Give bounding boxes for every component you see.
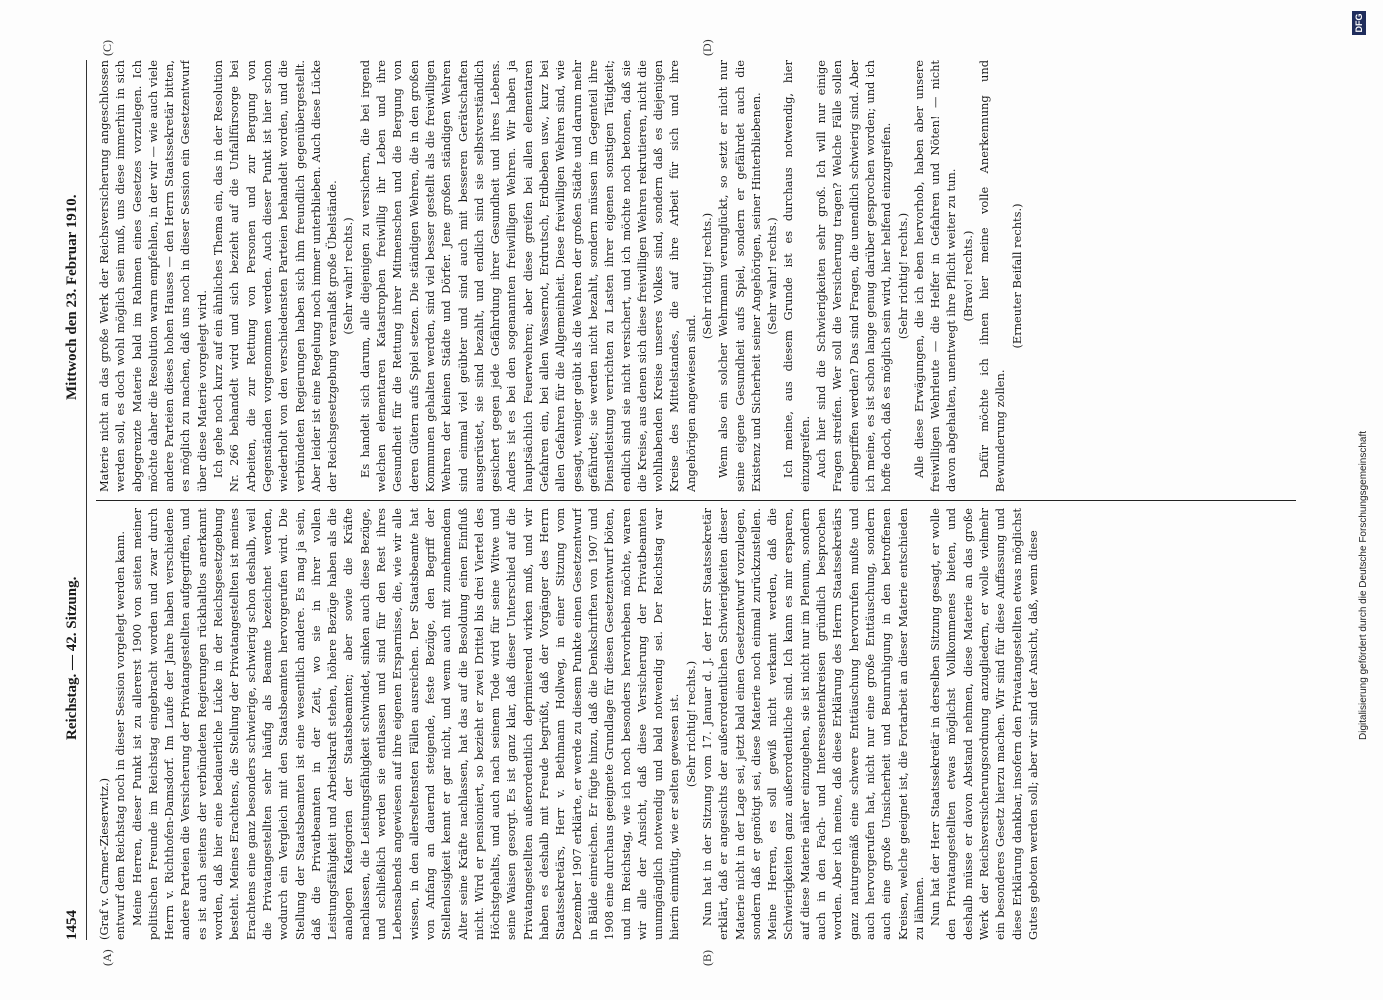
interjection: (Erneuter Beifall rechts.)	[1009, 203, 1024, 349]
paragraph: entwurf dem Reichstag noch in dieser Session vorgelegt werden kann.	[113, 531, 128, 940]
paragraph: Materie nicht an das große Werk der Reichsversicherung angeschlossen werden soll, es doch wohl möglich sein muß, uns diese immerhin in sich abgegrenzte Materie bald im Rahmen eines Gesetzes vorzulegen. Ich möchte daher die Resolution warm empfehlen, in der wir — wie auch viele andere Parteien dieses hohen Hauses — den Herrn Staatssekretär bitten, es möglich zu machen, daß uns noch in dieser Session ein Gesetzentwurf über diese Materie vorgelegt wird.	[97, 60, 209, 492]
section-marker-d: (D)	[700, 39, 714, 56]
paragraph: Es handelt sich darum, alle diejenigen zu versichern, die bei irgend welchen elementaren Katastrophen freiwillig ihr Leben und ihre Gesundheit für die Rettung ihrer Mitmenschen und die Bergung von deren Gütern aufs Spiel setzen. Die ständigen Wehren, die in den großen Kommunen gehalten werden, sind viel besser gestellt als die freiwilligen Wehren der kleinen Städte und Dörfer. Jene großen ständigen Wehren sind einmal viel geübter und sind auch mit besseren Gerätschaften ausgerüstet, sie sind bezahlt, und endlich sind sie selbstverständlich gesichert gegen jede Gefährdung ihrer Gesundheit und ihres Lebens. Anders ist es bei den sogenannten freiwilligen Wehren. Wir haben ja hauptsächlich Feuerwehren; aber diese greifen bei allen elementaren Gefahren ein, bei allen Wassernot, Erdrutsch, Erdbeben usw., kurz bei allen Gefahren für die Allgemeinheit. Diese freiwilligen Wehren sind, wie gesagt, weniger geübt als die Wehren der großen Städte und darum mehr gefährdet; sie werden nicht bezahlt, sondern müssen im Gegenteil ihre Dienstleistung verrichten zu Lasten ihrer eigenen sonstigen Tätigkeit; endlich sind sie nicht versichert, und ich möchte noch betonen, daß sie die Kreise, aus denen sich diese freiwilligen Wehren rekrutieren, nicht die wohlhabenden Kreise unseres Volkes sind, sondern daß es diejenigen Kreise des Mittelstandes, die auf ihre Arbeit für sich und ihre Angehörigen angewiesen sind.	[357, 60, 698, 492]
interjection: (Sehr richtig! rechts.)	[699, 212, 714, 340]
paragraph: Meine Herren, dieser Punkt ist zu allererst 1900 von seiten meiner politischen Freunde im Reichstag eingebracht worden und zwar durch Herrn v. Richthofen-Damsdorf. Im Laufe der Jahre haben verschiedene andere Parteien die Versicherung der Privatangestellten aufgegriffen, und es ist auch seitens der verbündeten Regierungen rückhaltlos anerkannt worden, daß hier eine bedauerliche Lücke in der Reichsgesetzgebung besteht. Meines Erachtens, die Stellung der Privatangestellten ist meines Erachtens eine ganz besonders schwierige, schwierig schon deshalb, weil die Privatangestellten sehr häufig als Beamte bezeichnet werden, wodurch ein Vergleich mit den Staatsbeamten hervorgerufen wird. Die Stellung der Staatsbeamten ist eine wesentlich andere. Es mag ja sein, daß die Privatbeamten in der Zeit, wo sie in ihrer vollen Leistungsfähigkeit und Arbeitskraft stehen, höhere Bezüge haben als die analogen Kategorien der Staatsbeamten; aber sowie die Kräfte nachlassen, die Leistungsfähigkeit schwindet, sinken auch diese Bezüge, und schließlich werden sie entlassen und sind für den Rest ihres Lebensabends angewiesen auf ihre eigenen Ersparnisse, die, wie wir alle wissen, in den allerseltensten Fällen ausreichen. Der Staatsbeamte hat von Anfang an dauernd steigende, feste Bezüge, den Begriff der Stellenlosigkeit kennt er gar nicht, und wenn auch mit zunehmendem Alter seine Kräfte nachlassen, hat das auf die Besoldung einen Einfluß nicht. Wird er pensioniert, so bezieht er zwei Drittel bis drei Viertel des Höchstgehalts, und auch nach seinem Tode wird für seine Witwe und seine Waisen gesorgt. Es ist ganz klar, daß dieser Unterschied auf die Privatangestellten außerordentlich deprimierend wirken muß, und wir haben es deshalb mit Freude begrüßt, daß der Vorgänger des Herrn Staatssekretärs, Herr v. Bethmann Hollweg, in einer Sitzung vom Dezember 1907 erklärte, er werde zu diesem Punkte einen Gesetzentwurf in Bälde einreichen. Er fügte hinzu, daß die Denkschriften von 1907 und 1908 eine durchaus geeignete Grundlage für diesen Gesetzentwurf böten, und im Reichstag, wie ich noch besonders hervorheben möchte, waren wir alle der Ansicht, daß diese Versicherung der Privatbeamten unumgänglich notwendig und bald notwendig sei. Der Reichstag war hierin einmütig, wie er selten gewesen ist.	[129, 508, 682, 940]
interjection: (Bravo! rechts.)	[960, 230, 975, 322]
paragraph: Auch hier sind die Schwierigkeiten sehr groß. Ich will nur einige Fragen streifen. Wer soll die Versicherung tragen? Welche Fälle sollen einbegriffen werden? Das sind Fragen, die unendlich schwierig sind. Aber ich meine, es ist schon lange genug darüber gesprochen worden; und ich hoffe doch, daß es möglich sein wird, hier helfend einzugreifen.	[814, 60, 894, 492]
interjection: (Sehr wahr! rechts.)	[341, 217, 356, 335]
dfg-logo: DFG	[1352, 11, 1366, 35]
left-column	[96, 508, 1306, 940]
interjection: (Sehr richtig! rechts.)	[683, 660, 698, 788]
digitization-credit: Digitalisierung gefördert durch die Deutsche Forschungsgemeinschaft	[1358, 430, 1369, 740]
section-marker-b: (B)	[700, 950, 714, 966]
column-divider	[96, 500, 1296, 501]
left-running-title: Reichstag. — 42. Sitzung.	[64, 576, 80, 740]
paragraph: (Graf v. Carmer-Zieserwitz.)	[97, 777, 111, 940]
section-marker-c: (C)	[100, 40, 114, 56]
interjection: (Sehr richtig! rechts.)	[895, 212, 910, 340]
paragraph: Alle diese Erwägungen, die ich eben hervorhob, haben aber unsere freiwilligen Wehrleute — die Helfer in Gefahren und Nöten! — nicht davon abgehalten, unentwegt ihre Pflicht weiter zu tun.	[911, 60, 959, 492]
paragraph: Dafür möchte ich ihnen hier meine volle Anerkennung und Bewunderung zollen.	[977, 60, 1008, 492]
paragraph: Wenn also ein solcher Wehrmann verunglückt, so setzt er nicht nur seine eigene Gesundheit aufs Spiel, sondern er gefährdet auch die Existenz und Sicherheit seiner Angehörigen, seiner Hinterbliebenen.	[716, 60, 763, 492]
paragraph: Nun hat der Herr Staatssekretär in derselben Sitzung gesagt, er wolle den Privatangestellten etwas möglichst Vollkommenes bieten, und deshalb müsse er davon Abstand nehmen, diese Materie an das große Werk der Reichsversicherungsordnung anzugliedern, er wolle vielmehr ein besonderes Gesetz hierzu machen. Wir sind für diese Auffassung und diese Erklärung dankbar, insofern den Privatangestellten etwas möglichst Gutes geboten werden soll; aber wir sind der Ansicht, daß, wenn diese	[928, 508, 1040, 940]
page-header	[60, 60, 87, 940]
interjection: (Sehr wahr! rechts.)	[765, 217, 780, 335]
paragraph: Ich gehe noch kurz auf ein ähnliches Thema ein, das in der Resolution Nr. 266 behandelt wird und sich bezieht auf die Unfallfürsorge bei Arbeiten, die zur Rettung von Personen und zur Bergung von Gegenständen vorgenommen werden. Auch dieser Punkt ist hier schon wiederholt von den verschiedensten Parteien behandelt worden, und die verbündeten Regierungen haben sich ihm freundlich gegenübergestellt. Aber leider ist eine Regelung noch immer unterblieben. Auch diese Lücke der Reichsgesetzgebung veranlaßt große Übelstände.	[211, 60, 340, 492]
right-column	[96, 60, 1306, 492]
section-marker-a: (A)	[100, 949, 114, 966]
page-number: 1454	[64, 910, 80, 940]
paragraph: Nun hat in der Sitzung vom 17. Januar d. J. der Herr Staatssekretär erklärt, daß er angesichts der außerordentlichen Schwierigkeiten dieser Materie nicht in der Lage sei, jetzt bald einen Gesetzentwurf vorzulegen, sondern daß er genötigt sei, diese Materie noch einmal zurückzustellen. Meine Herren, es soll gewiß nicht verkannt werden, daß die Schwierigkeiten ganz außerordentliche sind. Ich kann es mir ersparen, auf diese Materie näher einzugehen, sie ist nicht nur im Plenum, sondern auch in den Fach- und Interessentenkreisen gründlich besprochen worden. Aber ich meine, daß diese Erklärung des Herrn Staatssekretärs ganz naturgemäß eine schwere Enttäuschung hervorrufen mußte und auch hervorgerufen hat, nicht nur eine große Enttäuschung, sondern auch eine große Unsicherheit und Beunruhigung in den betroffenen Kreisen, welche geeignet ist, die Fortarbeit an dieser Materie entschieden zu lähmen.	[699, 508, 926, 940]
paragraph: Ich meine, aus diesem Grunde ist es durchaus notwendig, hier einzugreifen.	[781, 60, 812, 492]
right-running-title: Mittwoch den 23. Februar 1910.	[64, 194, 80, 400]
